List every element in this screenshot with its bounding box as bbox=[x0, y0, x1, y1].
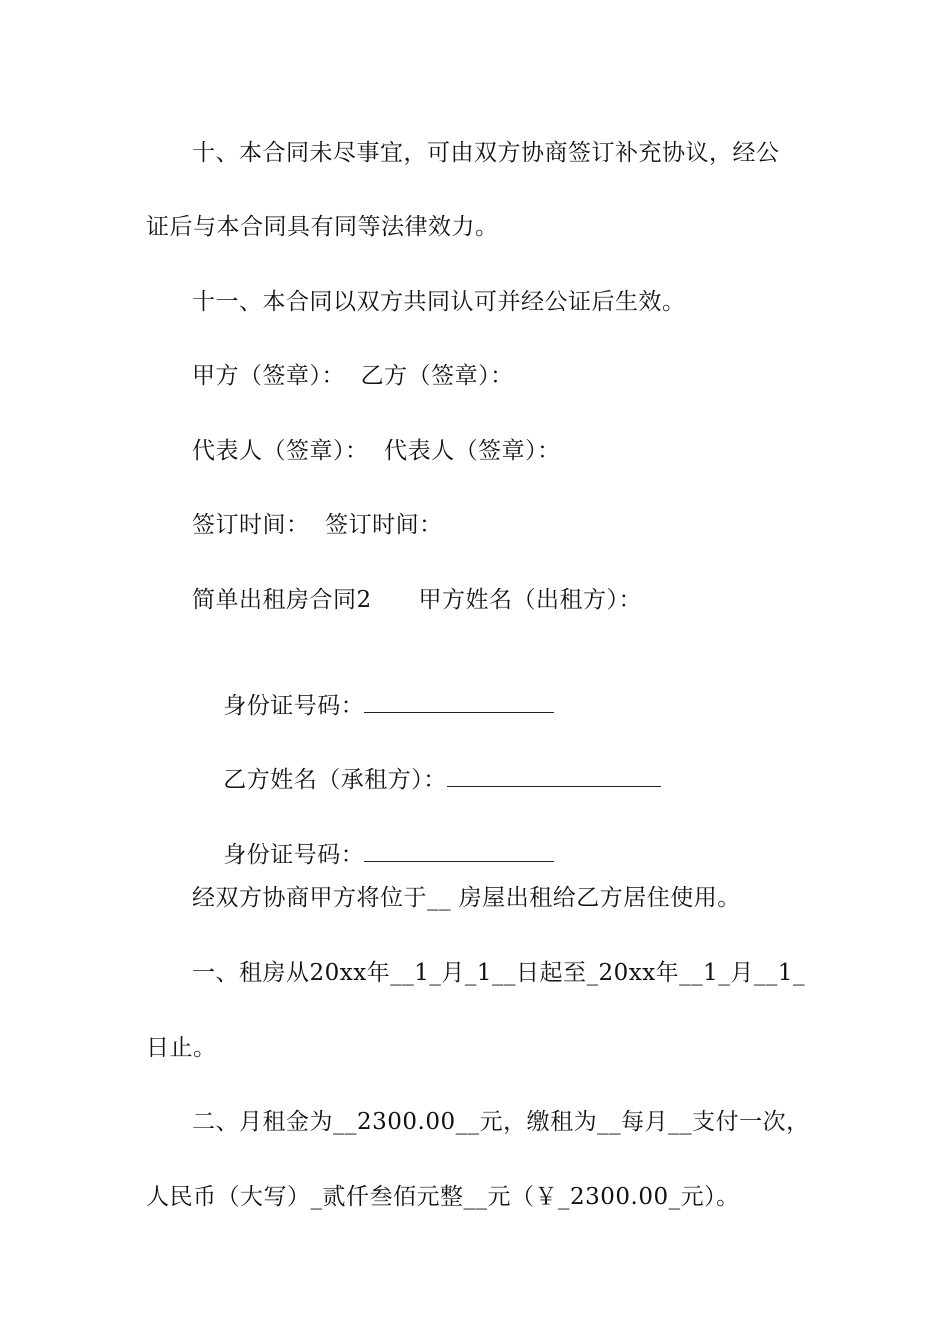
clause-10-line-2: 证后与本合同具有同等法律效力。 bbox=[146, 214, 499, 240]
party-b-name-blank bbox=[447, 764, 661, 787]
clause-2-line-1: 二、月租金为__2300.00__元，缴租为__每月__支付一次， bbox=[192, 1109, 810, 1135]
signature-representative-line: 代表人（签章）： 代表人（签章）： bbox=[192, 438, 561, 464]
contract-2-title-line: 简单出租房合同2 甲方姓名（出租方）： bbox=[192, 587, 642, 613]
id-number-blank-b bbox=[364, 839, 554, 862]
id-number-blank-a bbox=[364, 690, 554, 713]
clause-2-line-2: 人民币（大写）_贰仟叁佰元整__元（￥_2300.00_元）。 bbox=[146, 1184, 740, 1210]
signature-party-line: 甲方（签章）： 乙方（签章）： bbox=[192, 363, 514, 389]
id-number-label-b: 身份证号码： bbox=[223, 842, 365, 868]
agreement-intro: 经双方协商甲方将位于__ 房屋出租给乙方居住使用。 bbox=[192, 885, 741, 911]
party-b-name-label: 乙方姓名（承租方）： bbox=[223, 767, 447, 793]
clause-1-line-2: 日止。 bbox=[146, 1035, 217, 1061]
clause-10-line-1: 十、本合同未尽事宜，可由双方协商签订补充协议，经公 bbox=[192, 140, 780, 166]
signing-date-line: 签订时间： 签订时间： bbox=[192, 512, 443, 538]
id-number-label-a: 身份证号码： bbox=[223, 693, 365, 719]
clause-1-line-1: 一、租房从20xx年__1_月_1__日起至_20xx年__1_月__1_ bbox=[192, 960, 805, 986]
clause-11: 十一、本合同以双方共同认可并经公证后生效。 bbox=[192, 289, 686, 315]
